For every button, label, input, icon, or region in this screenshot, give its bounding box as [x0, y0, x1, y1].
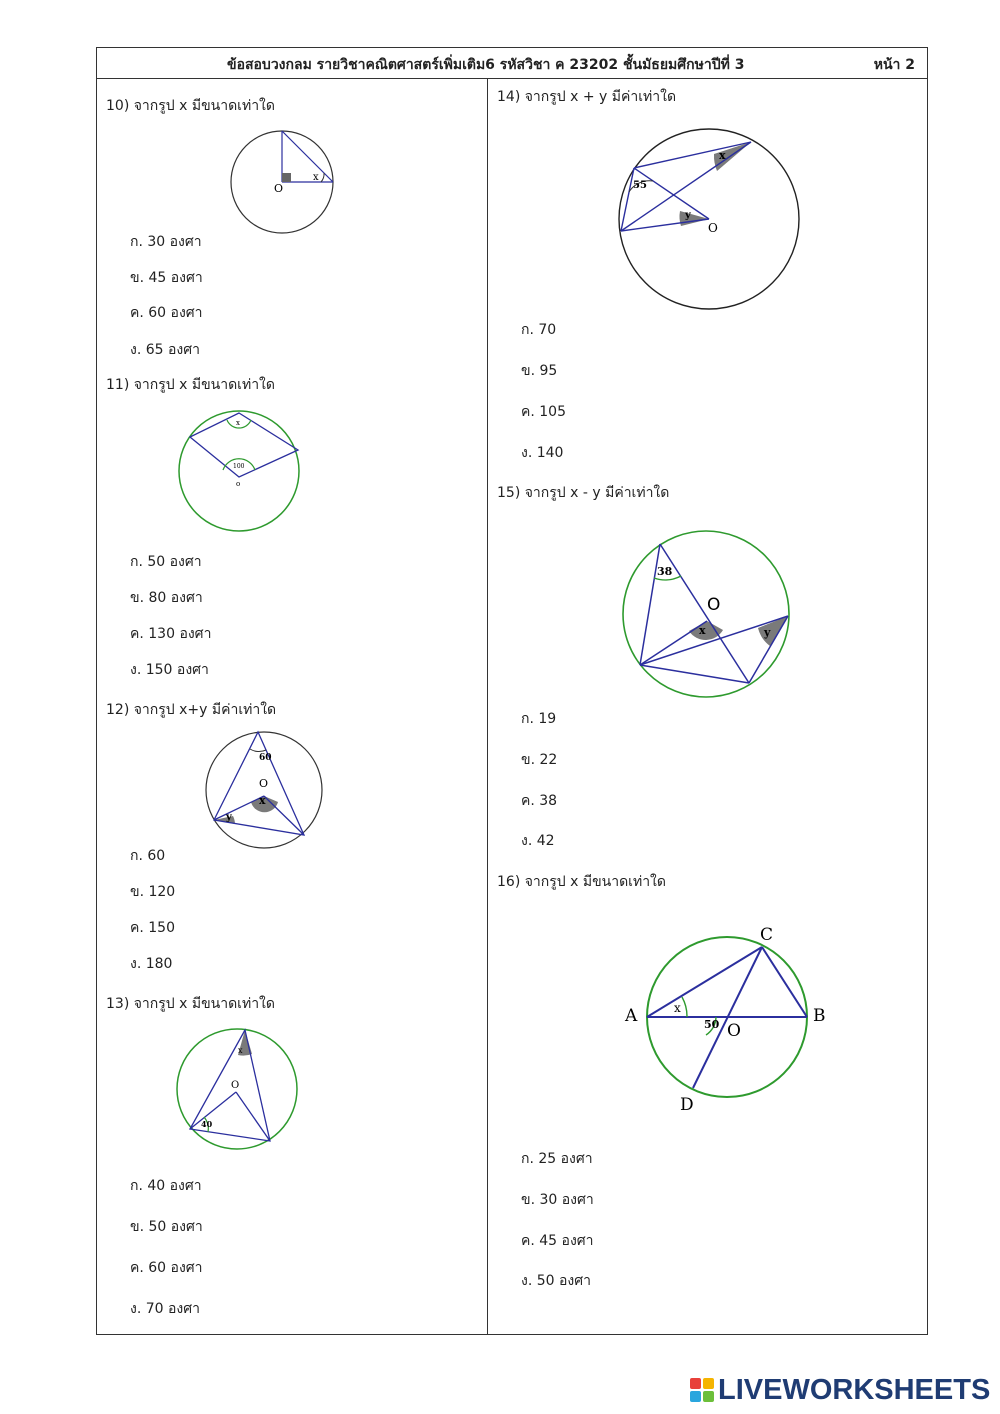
question-14: 14) จากรูป x + y มีค่าเท่าใด [497, 89, 677, 105]
q14-label-x: x [719, 149, 726, 162]
q13-option-b[interactable]: ข. 50 องศา [130, 1219, 203, 1235]
q11-label-center: o [236, 480, 241, 488]
logo-text: LIVEWORKSHEETS [718, 1373, 991, 1406]
question-11: 11) จากรูป x มีขนาดเท่าใด [106, 377, 275, 393]
q16-label-D: D [680, 1095, 694, 1115]
q11-option-a[interactable]: ก. 50 องศา [130, 554, 202, 570]
q16-option-d[interactable]: ง. 50 องศา [521, 1273, 591, 1289]
q16-label-50: 50 [704, 1018, 720, 1031]
q15-label-x: x [699, 624, 706, 637]
q11-option-d[interactable]: ง. 150 องศา [130, 662, 209, 678]
q14-option-a[interactable]: ก. 70 [521, 322, 557, 338]
q10-option-b[interactable]: ข. 45 องศา [130, 270, 203, 286]
q15-label-y: y [764, 626, 771, 639]
q11-option-c[interactable]: ค. 130 องศา [130, 626, 212, 642]
q15-label-center: O [707, 595, 721, 615]
question-10: 10) จากรูป x มีขนาดเท่าใด [106, 98, 275, 114]
q13-option-c[interactable]: ค. 60 องศา [130, 1260, 203, 1276]
figure-q10 [228, 128, 336, 236]
q12-label-center: O [259, 777, 269, 790]
q10-label-x: x [313, 172, 319, 183]
question-13: 13) จากรูป x มีขนาดเท่าใด [106, 996, 275, 1012]
q15-option-a[interactable]: ก. 19 [521, 711, 557, 727]
q10-option-d[interactable]: ง. 65 องศา [130, 342, 200, 358]
question-16: 16) จากรูป x มีขนาดเท่าใด [497, 874, 666, 890]
q15-option-b[interactable]: ข. 22 [521, 752, 558, 768]
q10-label-center: O [274, 182, 284, 195]
q14-option-d[interactable]: ง. 140 [521, 445, 564, 461]
q16-option-b[interactable]: ข. 30 องศา [521, 1192, 594, 1208]
q14-label-center: O [708, 221, 718, 235]
q16-option-c[interactable]: ค. 45 องศา [521, 1233, 594, 1249]
figure-q12 [204, 730, 324, 850]
q13-option-a[interactable]: ก. 40 องศา [130, 1178, 202, 1194]
figure-q15 [620, 528, 792, 700]
q16-label-O: O [727, 1021, 741, 1041]
figure-q13 [175, 1027, 299, 1151]
question-15: 15) จากรูป x - y มีค่าเท่าใด [497, 485, 670, 501]
q16-option-a[interactable]: ก. 25 องศา [521, 1151, 593, 1167]
q11-option-b[interactable]: ข. 80 องศา [130, 590, 203, 606]
q14-option-c[interactable]: ค. 105 [521, 404, 566, 420]
q14-option-b[interactable]: ข. 95 [521, 363, 558, 379]
q13-label-center: O [231, 1080, 240, 1091]
question-12: 12) จากรูป x+y มีค่าเท่าใด [106, 702, 277, 718]
q12-label-x: x [259, 794, 266, 807]
q15-option-d[interactable]: ง. 42 [521, 833, 555, 849]
column-divider [487, 79, 488, 1335]
q13-label-x: x [238, 1046, 243, 1055]
header-title: ข้อสอบวงกลม รายวิชาคณิตศาสตร์เพิ่มเติม6 รหัสวิชา ค 23202 ชั้นมัธยมศึกษาปีที่ 3 [227, 57, 745, 73]
q10-option-c[interactable]: ค. 60 องศา [130, 305, 203, 321]
q15-label-38: 38 [657, 565, 673, 578]
q12-option-b[interactable]: ข. 120 [130, 884, 176, 900]
q16-label-C: C [760, 925, 774, 945]
q16-label-B: B [813, 1006, 826, 1026]
logo-grid-icon [690, 1378, 714, 1402]
q13-label-40: 40 [201, 1119, 213, 1129]
page-number: หน้า 2 [873, 57, 915, 73]
q16-label-x: x [674, 1001, 681, 1015]
figure-q16 [620, 920, 835, 1120]
q12-option-c[interactable]: ค. 150 [130, 920, 175, 936]
q15-option-c[interactable]: ค. 38 [521, 793, 558, 809]
header [97, 48, 927, 79]
figure-q14 [616, 126, 802, 312]
q11-label-x: x [236, 419, 240, 427]
liveworksheets-logo [690, 1374, 990, 1406]
q12-option-a[interactable]: ก. 60 [130, 848, 166, 864]
q14-label-55: 55 [633, 180, 647, 191]
q13-option-d[interactable]: ง. 70 องศา [130, 1301, 200, 1317]
q12-label-y: y [226, 812, 232, 823]
q12-option-d[interactable]: ง. 180 [130, 956, 173, 972]
q11-label-100: 100 [233, 463, 245, 470]
q16-label-A: A [625, 1006, 638, 1026]
q14-label-y: y [685, 210, 691, 221]
q10-option-a[interactable]: ก. 30 องศา [130, 234, 202, 250]
figure-q11 [176, 408, 302, 534]
q12-label-60: 60 [259, 753, 272, 763]
